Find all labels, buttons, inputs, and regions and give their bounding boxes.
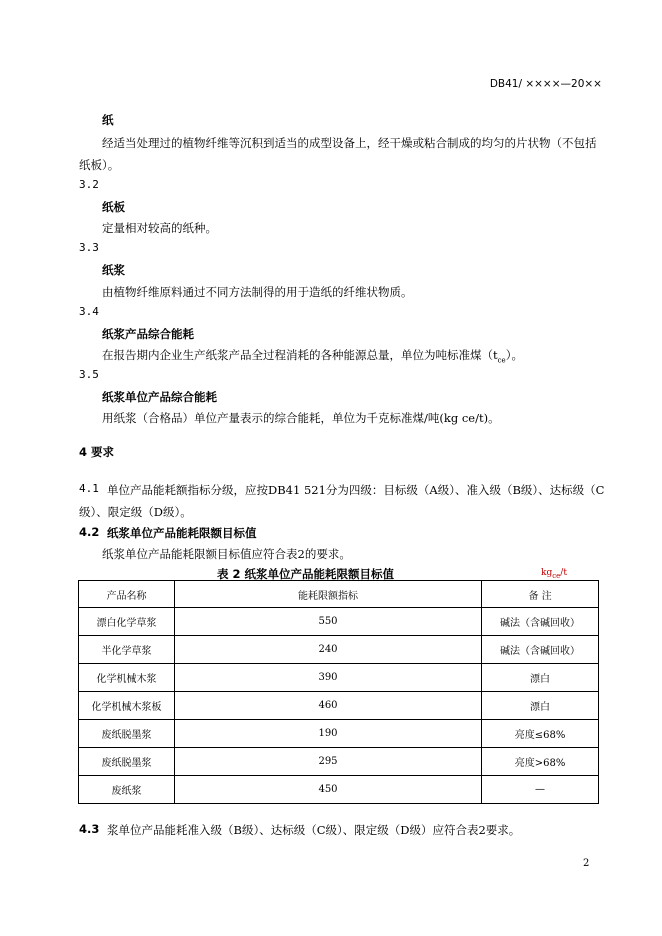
requirement-4-2: 纸浆单位产品能耗限额目标值应符合表2的要求。 — [102, 547, 351, 561]
table-row — [79, 720, 599, 748]
table-header-row — [79, 581, 599, 608]
cell-remark: 漂白 — [482, 664, 599, 692]
cell-value: 190 — [174, 720, 481, 748]
cell-remark: 碱法（含碱回收） — [482, 608, 599, 636]
cell-product: 漂白化学草浆 — [79, 608, 175, 636]
cell-value: 390 — [174, 664, 481, 692]
definition-paper-line2: 纸板）。 — [79, 158, 120, 172]
table-row — [79, 692, 599, 720]
cell-remark: 亮度>68% — [482, 748, 599, 776]
section-number-3-2: 3.2 — [79, 178, 99, 191]
document-code: DB41/ ××××—20×× — [489, 78, 602, 90]
cell-remark: — — [482, 776, 599, 804]
table-row — [79, 776, 599, 804]
cell-product: 废纸脱墨浆 — [79, 720, 175, 748]
table-row — [79, 636, 599, 664]
requirement-4-1-line1: 单位产品能耗额指标分级，应按DB41 521分为四级：目标级（A级）、准入级（B级）、达标级（C — [107, 483, 605, 497]
header-energy-limit: 能耗限额指标 — [174, 581, 481, 608]
cell-product: 废纸浆 — [79, 776, 175, 804]
requirement-4-1-line2: 级）、限定级（D级）。 — [79, 505, 192, 519]
term-pulp-unit-energy: 纸浆单位产品综合能耗 — [102, 390, 217, 404]
term-paper: 纸 — [102, 113, 114, 127]
cell-product: 半化学草浆 — [79, 636, 175, 664]
cell-value: 240 — [174, 636, 481, 664]
table-caption: 表 2 纸浆单位产品能耗限额目标值 — [217, 567, 395, 581]
definition-paperboard: 定量相对较高的纸种。 — [102, 221, 217, 235]
definition-pulp-unit-energy: 用纸浆（合格品）单位产量表示的综合能耗，单位为千克标准煤/吨(kg ce/t)。 — [102, 411, 500, 425]
cell-value: 295 — [174, 748, 481, 776]
header-remarks: 备 注 — [482, 581, 599, 608]
cell-product: 化学机械木浆 — [79, 664, 175, 692]
section-number-3-5: 3.5 — [79, 368, 99, 381]
definition-pulp-total-energy: 在报告期内企业生产纸浆产品全过程消耗的各种能源总量，单位为吨标准煤$(t_{ce})$。 — [102, 348, 523, 365]
section-heading-4: 4 要求 — [79, 445, 115, 459]
section-number-3-3: 3.3 — [79, 241, 99, 254]
term-paperboard: 纸板 — [102, 200, 125, 214]
requirement-4-3: 浆单位产品能耗准入级（B级）、达标级（C级）、限定级（D级）应符合表2要求。 — [107, 823, 521, 837]
table-row — [79, 608, 599, 636]
cell-remark: 亮度≤68% — [482, 720, 599, 748]
section-number-4-1: 4.1 — [79, 482, 99, 495]
energy-limit-table — [78, 580, 599, 804]
cell-product: 化学机械木浆板 — [79, 692, 175, 720]
cell-remark: 碱法（含碱回收） — [482, 636, 599, 664]
cell-value: 450 — [174, 776, 481, 804]
cell-remark: 漂白 — [482, 692, 599, 720]
cell-value: 550 — [174, 608, 481, 636]
section-number-3-4: 3.4 — [79, 305, 99, 318]
definition-paper-line1: 经适当处理过的植物纤维等沉积到适当的成型设备上，经干燥或粘合制成的均匀的片状物（不包括 — [102, 136, 597, 150]
header-product-name: 产品名称 — [79, 581, 175, 608]
section-number-4-2: 4.2 — [79, 525, 100, 539]
term-pulp: 纸浆 — [102, 263, 125, 277]
table-row — [79, 748, 599, 776]
section-heading-4-2: 纸浆单位产品能耗限额目标值 — [107, 526, 257, 540]
cell-product: 废纸脱墨浆 — [79, 748, 175, 776]
page-number: 2 — [583, 858, 590, 869]
cell-value: 460 — [174, 692, 481, 720]
term-pulp-total-energy: 纸浆产品综合能耗 — [102, 327, 194, 341]
table-unit: $kg_{ce}/t$ — [541, 568, 567, 580]
section-number-4-3: 4.3 — [79, 822, 100, 836]
table-row — [79, 664, 599, 692]
definition-pulp: 由植物纤维原料通过不同方法制得的用于造纸的纤维状物质。 — [102, 285, 413, 299]
